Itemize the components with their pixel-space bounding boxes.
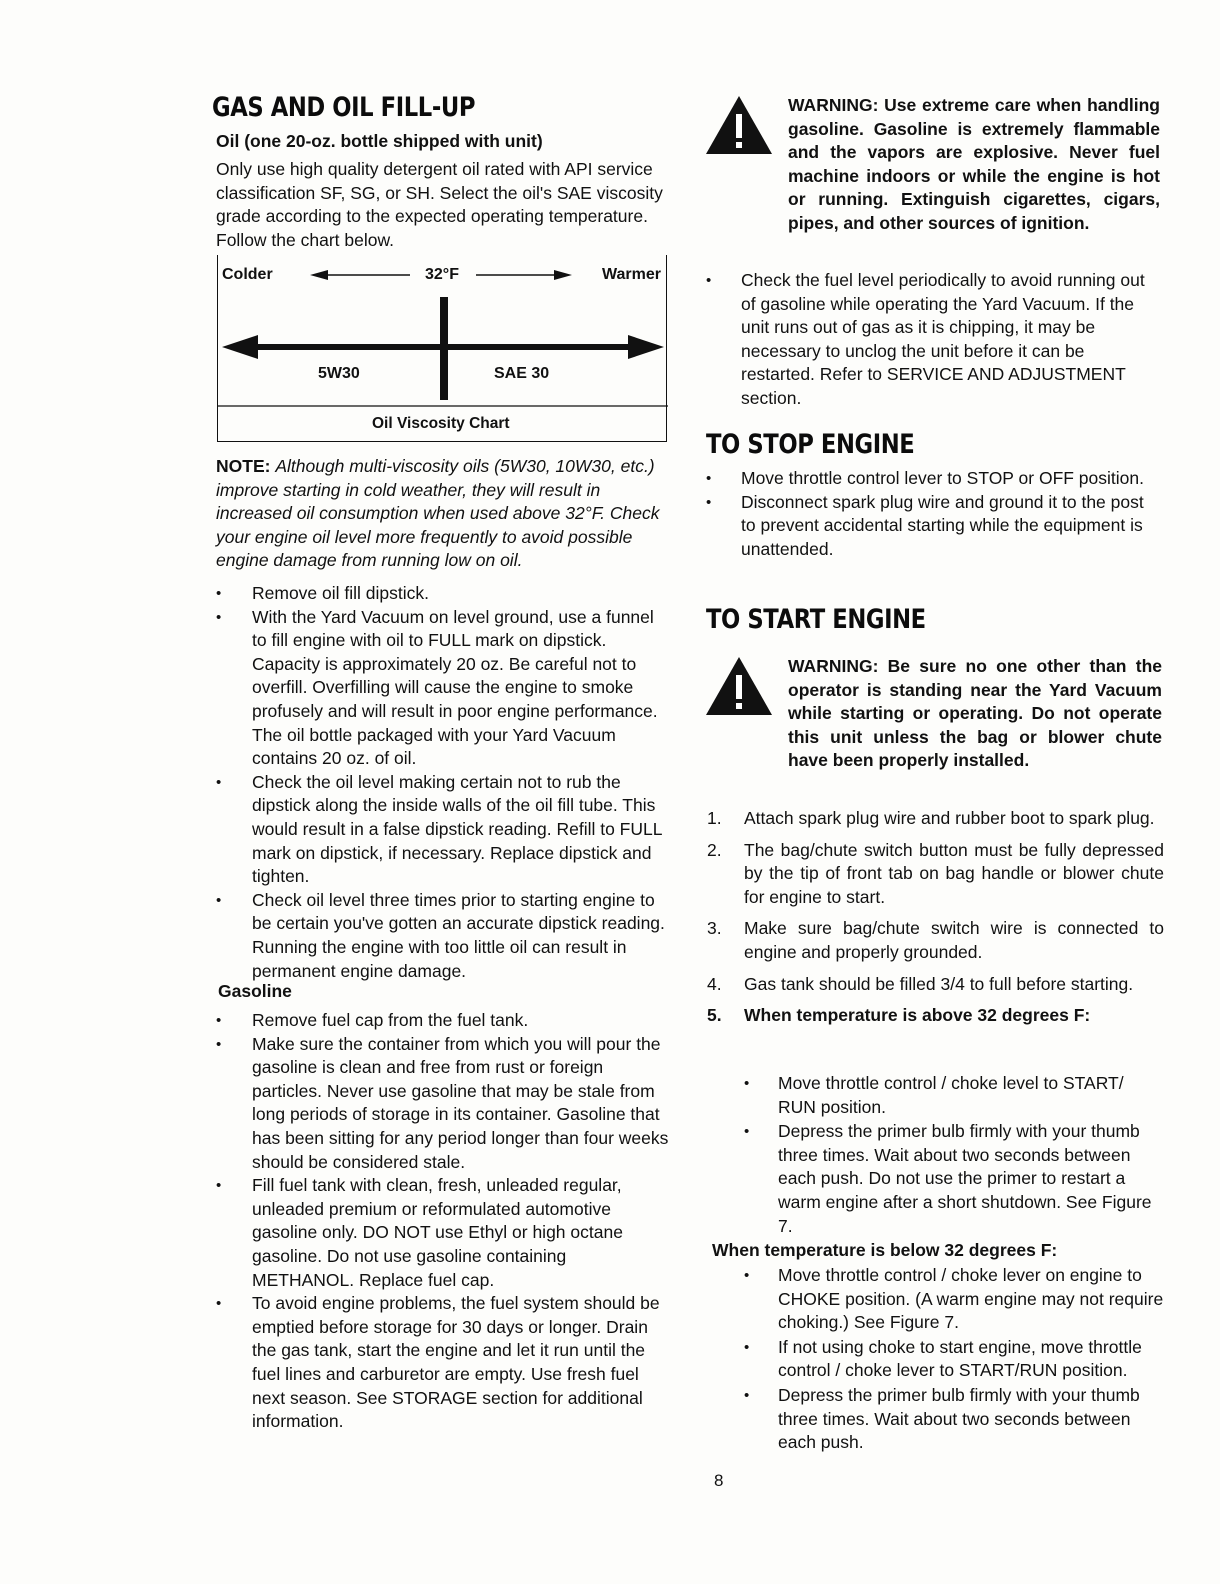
list-item bbox=[704, 917, 1164, 964]
below-32-subheading: When temperature is below 32 degrees F: bbox=[712, 1240, 1058, 1260]
step-text: The bag/chute switch button must be fully depressed by the tip of front tab on bag handle or blower chute for engine to start. bbox=[744, 839, 1164, 907]
list-item bbox=[704, 1004, 1164, 1028]
list-item: • Disconnect spark plug wire and ground it to the post to prevent accidental starting while the equipment is unattended. bbox=[704, 491, 1160, 562]
note-label: NOTE: bbox=[216, 456, 271, 476]
list-item: • Move throttle control lever to STOP or OFF position. bbox=[704, 467, 1160, 491]
step-number: 2. bbox=[707, 839, 722, 860]
note-text: Although multi-viscosity oils (5W30, 10W30, etc.) improve starting in cold weather, they will result in increased oil consumption when used above 32°F. Check your engine oil level more frequently to avoid possible engine damage from running low on oil. bbox=[216, 456, 660, 571]
page-number: 8 bbox=[714, 1471, 724, 1490]
start-engine-steps bbox=[704, 807, 1164, 1036]
list-item: • With the Yard Vacuum on level ground, use a funnel to fill engine with oil to FULL mark on dipstick. Capacity is approximately 20 oz. Be careful not to overfill. Overfilling will cause the engine to smoke profusely and will result in poor engine performance. The oil bottle packaged with your Yard Vacuum contains 20 oz. of oil. bbox=[216, 606, 672, 771]
chart-label-5w30: 5W30 bbox=[318, 365, 360, 382]
warning-triangle-icon bbox=[704, 655, 774, 717]
gasoline-warning-text: WARNING: Use extreme care when handling gasoline. Gasoline is extremely flammable and the vapors are explosive. Never fuel machine indoors or while the engine is hot or running. Extinguish cigarettes, cigars, pipes, and other sources of ignition. bbox=[788, 95, 1160, 233]
list-item: • If not using choke to start engine, move throttle control / choke lever to START/RUN position. bbox=[742, 1336, 1166, 1383]
warmer-arrowhead bbox=[554, 270, 572, 280]
chart-label-sae30: SAE 30 bbox=[494, 365, 550, 382]
list-item: • Remove fuel cap from the fuel tank. bbox=[216, 1009, 672, 1033]
list-item: • Depress the primer bulb firmly with your thumb three times. Wait about two seconds between each push. Do not use the primer to restart a warm engine after a short shutdown. See Figure 7. bbox=[742, 1120, 1166, 1238]
oil-intro-paragraph: Only use high quality detergent oil rated with API service classification SF, SG, or SH. Select the oil's SAE viscosity grade according to the expected operating temperature. Follow the chart below. bbox=[216, 159, 663, 250]
chart-label-32f: 32°F bbox=[425, 266, 459, 283]
list-item bbox=[704, 807, 1164, 831]
list-item: • To avoid engine problems, the fuel system should be emptied before storage for 30 days or longer. Drain the gas tank, start the engine and let it run until the fuel lines and carburetor are empty. Use fresh fuel next season. See STORAGE section for additional information. bbox=[216, 1292, 672, 1434]
chart-caption: Oil Viscosity Chart bbox=[372, 415, 510, 432]
chart-label-warmer: Warmer bbox=[602, 266, 661, 283]
list-item: • Check oil level three times prior to starting engine to be certain you've gotten an accurate dipstick reading. Running the engine with too little oil can result in permanent engine damage. bbox=[216, 889, 672, 983]
list-item: • Remove oil fill dipstick. bbox=[216, 582, 672, 606]
list-item bbox=[704, 973, 1164, 997]
chart-label-colder: Colder bbox=[222, 266, 273, 283]
heading-gas-oil-fill-up: GAS AND OIL FILL-UP bbox=[212, 92, 476, 123]
step-text: When temperature is above 32 degrees F: bbox=[744, 1005, 1091, 1026]
right-range-arrowhead bbox=[628, 335, 664, 359]
gasoline-steps-list bbox=[216, 1009, 672, 1434]
oil-subheading: Oil (one 20-oz. bottle shipped with unit) bbox=[216, 131, 543, 151]
warning-triangle-icon bbox=[704, 94, 774, 156]
list-item bbox=[704, 839, 1164, 910]
list-item: • Make sure the container from which you will pour the gasoline is clean and free from rust or foreign particles. Never use gasoline that may be stale from long periods of storage in its container. Gasoline that has been sitting for any period longer than four weeks should be considered stale. bbox=[216, 1033, 672, 1175]
step-text: Attach spark plug wire and rubber boot to spark plug. bbox=[744, 808, 1155, 828]
fuel-check-list bbox=[704, 269, 1160, 411]
heading-to-stop-engine: TO STOP ENGINE bbox=[706, 429, 915, 460]
operator-warning-text: WARNING: Be sure no one other than the operator is standing near the Yard Vacuum while starting or operating. Do not operate this unit unless the bag or blower chute have been properly installed. bbox=[788, 656, 1162, 771]
list-item: • Check the fuel level periodically to avoid running out of gasoline while operating the Yard Vacuum. If the unit runs out of gas as it is chipping, it may be necessary to unclog the unit before it can be restarted. Refer to SERVICE AND ADJUSTMENT section. bbox=[704, 269, 1160, 411]
list-item: • Check the oil level making certain not to rub the dipstick along the inside walls of the oil fill tube. This would result in a false dipstick reading. Refill to FULL mark on dipstick, if necessary. Replace dipstick and tighten. bbox=[216, 771, 672, 889]
gasoline-subheading: Gasoline bbox=[218, 981, 292, 1001]
list-item: • Depress the primer bulb firmly with your thumb three times. Wait about two seconds between each push. bbox=[742, 1384, 1166, 1455]
step-number: 5. bbox=[707, 1005, 722, 1026]
list-item: • Fill fuel tank with clean, fresh, unleaded regular, unleaded premium or reformulated automotive gasoline only. DO NOT use Ethyl or high octane gasoline. Do not use gasoline containing METHANOL. Replace fuel cap. bbox=[216, 1174, 672, 1292]
stop-engine-list bbox=[704, 467, 1160, 561]
list-item: • Move throttle control / choke level to START/ RUN position. bbox=[742, 1072, 1166, 1119]
step-number: 4. bbox=[707, 973, 722, 994]
oil-steps-list bbox=[216, 582, 672, 983]
viscosity-range-bar bbox=[246, 344, 638, 350]
oil-viscosity-chart bbox=[217, 255, 667, 442]
colder-arrowhead bbox=[310, 270, 328, 280]
step-text: Gas tank should be filled 3/4 to full before starting. bbox=[744, 973, 1134, 994]
left-range-arrowhead bbox=[222, 335, 258, 359]
heading-to-start-engine: TO START ENGINE bbox=[706, 604, 926, 635]
step-number: 1. bbox=[707, 808, 722, 828]
below-32-list bbox=[742, 1264, 1166, 1456]
viscosity-note bbox=[216, 455, 672, 573]
above-32-list bbox=[742, 1072, 1166, 1239]
step-number: 3. bbox=[707, 918, 722, 939]
step-text: Make sure bag/chute switch wire is connected to engine and properly grounded. bbox=[744, 918, 1164, 962]
list-item: • Move throttle control / choke lever on engine to CHOKE position. (A warm engine may not require choking.) See Figure 7. bbox=[742, 1264, 1166, 1335]
